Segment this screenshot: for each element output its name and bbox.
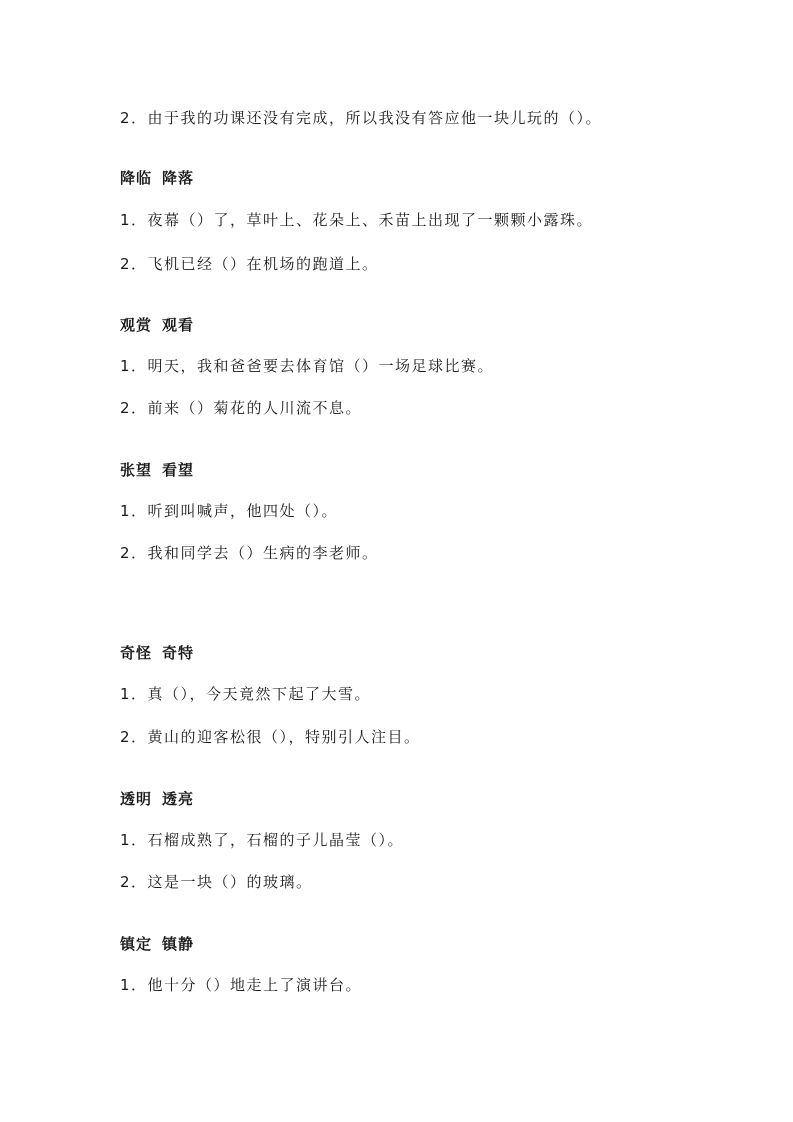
word-2: 看望 [162, 461, 195, 479]
word-1: 张望 [120, 461, 153, 479]
question-line: 1．真（），今天竟然下起了大雪。 [120, 685, 372, 703]
word-1: 降临 [120, 169, 153, 187]
question-line: 2．黄山的迎客松很（），特别引人注目。 [120, 728, 421, 746]
word-2: 观看 [162, 316, 195, 334]
question-line: 2．这是一块（）的玻璃。 [120, 873, 313, 891]
word-1: 镇定 [120, 935, 153, 953]
word-pair-heading [120, 789, 194, 809]
question-line: 1．夜幕（）了，草叶上、花朵上、禾苗上出现了一颗颗小露珠。 [120, 211, 594, 229]
word-2: 奇特 [162, 644, 195, 662]
word-1: 奇怪 [120, 644, 153, 662]
word-1: 观赏 [120, 316, 153, 334]
word-pair-heading [120, 934, 194, 954]
question-line: 2．飞机已经（）在机场的跑道上。 [120, 255, 379, 273]
word-pair-heading [120, 460, 194, 480]
question-line: 1．听到叫喊声，他四处（）。 [120, 502, 339, 520]
word-pair-heading [120, 643, 194, 663]
question-line: 1．明天，我和爸爸要去体育馆（）一场足球比赛。 [120, 357, 495, 375]
question-line: 1．石榴成熟了，石榴的子儿晶莹（）。 [120, 831, 405, 849]
word-pair-heading [120, 315, 194, 335]
word-2: 镇静 [162, 935, 195, 953]
question-line: 1．他十分（）地走上了演讲台。 [120, 976, 363, 994]
word-pair-heading [120, 168, 194, 188]
word-2: 透亮 [162, 790, 195, 808]
word-2: 降落 [162, 169, 195, 187]
word-1: 透明 [120, 790, 153, 808]
question-line: 2．前来（）菊花的人川流不息。 [120, 399, 363, 417]
question-line: 2．由于我的功课还没有完成，所以我没有答应他一块儿玩的（）。 [120, 109, 603, 127]
question-line: 2．我和同学去（）生病的李老师。 [120, 544, 379, 562]
